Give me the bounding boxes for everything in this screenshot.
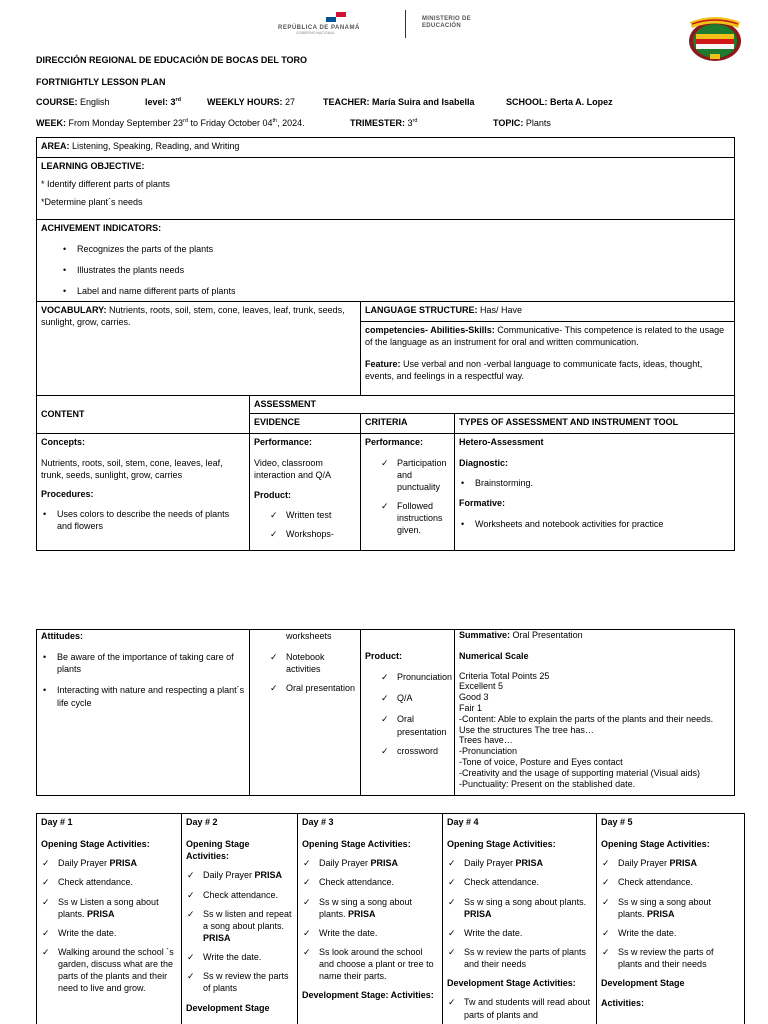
- scale-line: Fair 1: [459, 702, 483, 713]
- ministerio-line-1: MINISTERIO DE: [422, 16, 471, 22]
- vocab-label: VOCABULARY:: [41, 305, 107, 315]
- day-1-item: ✓ Write the date.: [41, 927, 177, 939]
- summative-label: Summative:: [459, 630, 511, 640]
- day-3-item: ✓ Check attendance.: [302, 876, 438, 888]
- republica-text: REPÚBLICA DE PANAMÁ: [278, 25, 360, 31]
- day-1-item: ✓ Walking around the school ´s garden, discuss what are the parts of the plants and their need to live and grow.: [41, 946, 177, 995]
- content-cell: [37, 434, 250, 551]
- assessment-header-row: [37, 396, 735, 414]
- ministerio-text: [422, 16, 471, 30]
- trimester-label: TRIMESTER:: [350, 118, 405, 128]
- day-3-stage: Opening Stage Activities:: [302, 839, 411, 850]
- evidence-cont-item: ✓ Notebook activities: [270, 651, 356, 675]
- day-2-item: ✓ Daily Prayer PRISA: [186, 869, 293, 881]
- trimester-sup: rd: [412, 118, 418, 124]
- feature-label: Feature:: [365, 358, 401, 369]
- summative-value: Oral Presentation: [510, 630, 583, 640]
- indicators-cell: [37, 220, 735, 302]
- topic-value: Plants: [523, 118, 551, 128]
- attitude-item: • Be aware of the importance of taking care of plants: [41, 651, 245, 675]
- evidence-performance-value: Video, classroom interaction and Q/A: [254, 458, 332, 481]
- evidence-product-label: Product:: [254, 490, 291, 501]
- week-label: WEEK:: [36, 118, 66, 128]
- hours-label: WEEKLY HOURS:: [207, 97, 283, 107]
- day-5-stage: Opening Stage Activities:: [601, 839, 710, 850]
- day-4-title: Day # 4: [447, 817, 479, 827]
- competencies-label: competencies- Abilities-Skills:: [365, 325, 495, 335]
- scale-line: -Content: Able to explain the parts of the plants and their needs. Use the structures The tree has…: [459, 713, 714, 735]
- formative-label: Formative:: [459, 498, 506, 509]
- day-3-item: ✓ Ss look around the school and choose a plant or tree to name their parts.: [302, 946, 438, 982]
- area-cell: [37, 138, 735, 158]
- scale-line: -Tone of voice, Posture and Eyes contact: [459, 756, 623, 767]
- hetero-label: Hetero-Assessment: [459, 437, 544, 447]
- day-1-item: ✓ Ss w Listen a song about plants. PRISA: [41, 896, 177, 920]
- day-4-item: ✓ Ss w sing a song about plants. PRISA: [447, 896, 592, 920]
- day-2-stage-2: Development Stage: [186, 1002, 270, 1013]
- trimester-line: [350, 117, 417, 129]
- competencies-value: Communicative- This competence is related to the usage of the language as an instrument for oral and written communication.: [365, 325, 725, 348]
- scale-line: Good 3: [459, 692, 489, 703]
- day-1-stage: Opening Stage Activities:: [41, 839, 150, 850]
- day-4-item: ✓ Ss w review the parts of plants and their needs: [447, 946, 592, 970]
- scale-line: -Pronunciation: [459, 746, 518, 757]
- feature-value: Use verbal and non -verbal language to communicate facts, ideas, thought, events, and feelings in a respectful way.: [365, 358, 703, 381]
- criteria-cont-cell: [361, 630, 455, 796]
- week-line: [36, 117, 305, 129]
- types-cont-cell: [455, 630, 735, 796]
- evidence-cont-cell: [250, 630, 361, 796]
- assessment-header: ASSESSMENT: [250, 396, 735, 414]
- day-5-title: Day # 5: [601, 817, 633, 827]
- gobierno-text: GOBIERNO NACIONAL: [296, 31, 335, 35]
- concepts-label: Concepts:: [41, 437, 86, 447]
- scale-line: Criteria Total Points 25: [459, 670, 550, 681]
- scale-line: -Punctuality: Present on the stablished date.: [459, 778, 636, 789]
- criteria-cont-item: ✓ crossword: [381, 745, 450, 757]
- criteria-header: CRITERIA: [361, 414, 455, 434]
- criteria-cell: [361, 434, 455, 551]
- day-2-item: ✓ Ss w listen and repeat a song about plants. PRISA: [186, 908, 293, 944]
- continuation-row: [37, 630, 735, 796]
- evidence-header: EVIDENCE: [250, 414, 361, 434]
- evidence-cont-item: ✓ Oral presentation: [270, 682, 356, 694]
- types-cell: [455, 434, 735, 551]
- indicators-label: ACHIVEMENT INDICATORS:: [41, 223, 162, 233]
- day-4-item: ✓ Write the date.: [447, 927, 592, 939]
- content-header: CONTENT: [37, 396, 250, 434]
- indicator-item: • Label and name different parts of plants: [61, 285, 730, 297]
- day-4-item: ✓ Check attendance.: [447, 876, 592, 888]
- language-cell: [361, 302, 735, 322]
- level-label: level: 3: [145, 97, 176, 107]
- day-2-cell: [182, 814, 298, 1024]
- area-row: [37, 138, 735, 158]
- day-2-stage: Opening Stage Activities:: [186, 839, 250, 862]
- criteria-performance-label: Performance:: [365, 437, 424, 447]
- area-label: AREA:: [41, 141, 70, 151]
- language-value: Has/ Have: [477, 305, 523, 315]
- assessment-body-row: [37, 434, 735, 551]
- types-header: TYPES OF ASSESSMENT AND INSTRUMENT TOOL: [455, 414, 735, 434]
- diagnostic-label: Diagnostic:: [459, 458, 509, 469]
- logo-divider: [405, 10, 406, 38]
- ministerio-line-2: EDUCACIÓN: [422, 22, 462, 29]
- evidence-cell: [250, 434, 361, 551]
- concepts-value: Nutrients, roots, soil, stem, cone, leaves, leaf, trunk, seeds, sunlight, grow, carries: [41, 458, 223, 481]
- vocab-row: [37, 302, 735, 322]
- day-1-cell: [37, 814, 182, 1024]
- day-5-item: ✓ Write the date.: [601, 927, 740, 939]
- day-3-stage-2: Development Stage: Activities:: [302, 990, 434, 1001]
- ministry-logo: [276, 10, 496, 38]
- week-sup-1: rd: [183, 118, 188, 124]
- day-2-item: ✓ Check attendance.: [186, 889, 293, 901]
- criteria-item: ✓ Participation and punctuality: [381, 457, 450, 493]
- day-3-item: ✓ Ss w sing a song about plants. PRISA: [302, 896, 438, 920]
- attitudes-label: Attitudes:: [41, 631, 83, 641]
- scale-line: Trees have…: [459, 735, 513, 746]
- day-4-item: ✓ Tw and students will read about parts of plants and: [447, 996, 592, 1020]
- day-5-stage-2b: Activities:: [601, 998, 645, 1009]
- objective-label: LEARNING OBJECTIVE:: [41, 161, 145, 171]
- procedures-item: • Uses colors to describe the needs of plants and flowers: [41, 508, 245, 532]
- day-1-item: ✓ Check attendance.: [41, 876, 177, 888]
- scale-line: Excellent 5: [459, 681, 504, 692]
- scale-line: -Creativity and the usage of supporting material (Visual aids): [459, 767, 700, 778]
- school-line: SCHOOL: Berta A. Lopez: [506, 97, 613, 107]
- plan-title: FORTNIGHTLY LESSON PLAN: [36, 77, 166, 87]
- indicator-item: • Recognizes the parts of the plants: [61, 243, 730, 255]
- topic-line: [493, 117, 551, 129]
- day-5-item: ✓ Ss w review the parts of plants and their needs: [601, 946, 740, 970]
- diagnostic-item: • Brainstorming.: [459, 477, 730, 489]
- scale-label: Numerical Scale: [459, 650, 529, 661]
- day-5-item: ✓ Daily Prayer PRISA: [601, 857, 740, 869]
- trimester-value: 3: [405, 118, 413, 128]
- criteria-product-label: Product:: [365, 651, 403, 661]
- objective-item: * Identify different parts of plants: [41, 179, 170, 190]
- day-3-item: ✓ Write the date.: [302, 927, 438, 939]
- days-row: [37, 814, 745, 1024]
- competencies-cell: [361, 322, 735, 356]
- day-5-item: ✓ Ss w sing a song about plants. PRISA: [601, 896, 740, 920]
- evidence-product-item: ✓ Written test: [270, 509, 356, 521]
- day-3-item: ✓ Daily Prayer PRISA: [302, 857, 438, 869]
- day-2-item: ✓ Write the date.: [186, 951, 293, 963]
- objective-row: [37, 158, 735, 220]
- day-3-cell: [298, 814, 443, 1024]
- evidence-cont-text: worksheets: [286, 631, 332, 641]
- indicators-row: [37, 220, 735, 302]
- attitudes-cell: [37, 630, 250, 796]
- course-line: [36, 96, 110, 108]
- day-1-title: Day # 1: [41, 817, 73, 827]
- procedures-label: Procedures:: [41, 489, 94, 500]
- day-2-title: Day # 2: [186, 817, 218, 827]
- vocab-cell: [37, 302, 361, 396]
- day-4-item: ✓ Daily Prayer PRISA: [447, 857, 592, 869]
- criteria-cont-item: ✓ Q/A: [381, 692, 450, 704]
- evidence-performance-label: Performance:: [254, 437, 313, 447]
- lesson-plan-table: [36, 137, 735, 551]
- hours-value: 27: [282, 97, 296, 107]
- day-5-cell: [597, 814, 745, 1024]
- days-table: [36, 813, 745, 1024]
- day-4-stage-2: Development Stage Activities:: [447, 978, 576, 989]
- week-text-2: to Friday October 04: [187, 118, 273, 128]
- assessment-continuation-table: [36, 629, 735, 796]
- attitude-item: • Interacting with nature and respecting a plant´s life cycle: [41, 684, 245, 708]
- school-seal-icon: [684, 12, 746, 62]
- criteria-item: ✓ Followed instructions given.: [381, 500, 450, 536]
- day-5-item: ✓ Check attendance.: [601, 876, 740, 888]
- level-line: [145, 96, 181, 108]
- course-value: English: [77, 97, 110, 107]
- feature-cell: [361, 356, 735, 396]
- day-5-stage-2: Development Stage: [601, 978, 685, 989]
- area-value: Listening, Speaking, Reading, and Writing: [69, 141, 240, 151]
- region-title: DIRECCIÓN REGIONAL DE EDUCACIÓN DE BOCAS DEL TORO: [36, 55, 308, 65]
- evidence-product-item: ✓ Workshops-: [270, 528, 356, 540]
- objective-item: *Determine plant´s needs: [41, 197, 143, 208]
- teacher-line: TEACHER: María Suira and Isabella: [323, 97, 475, 107]
- indicator-item: • Illustrates the plants needs: [61, 264, 730, 276]
- topic-label: TOPIC:: [493, 118, 524, 128]
- criteria-cont-item: ✓ Pronunciation: [381, 671, 450, 683]
- day-2-item: ✓ Ss w review the parts of plants: [186, 970, 293, 994]
- hours-line: [207, 96, 295, 108]
- level-sup: rd: [175, 97, 182, 103]
- course-label: COURSE:: [36, 97, 78, 107]
- week-text-3: , 2024.: [277, 118, 305, 128]
- week-text-1: From Monday September 23: [66, 118, 184, 128]
- day-4-stage: Opening Stage Activities:: [447, 839, 556, 850]
- formative-item: • Worksheets and notebook activities for practice: [459, 518, 730, 530]
- week-sup-2: th: [272, 118, 278, 124]
- day-4-cell: [443, 814, 597, 1024]
- language-label: LANGUAGE STRUCTURE:: [365, 305, 478, 315]
- day-3-title: Day # 3: [302, 817, 334, 827]
- objective-cell: [37, 158, 735, 220]
- vocab-value: Nutrients, roots, soil, stem, cone, leaves, leaf, trunk, seeds, sunlight, grow, carries.: [41, 305, 345, 328]
- panama-flag-icon: [326, 12, 346, 22]
- criteria-cont-item: ✓ Oral presentation: [381, 713, 450, 737]
- day-1-item: ✓ Daily Prayer PRISA: [41, 857, 177, 869]
